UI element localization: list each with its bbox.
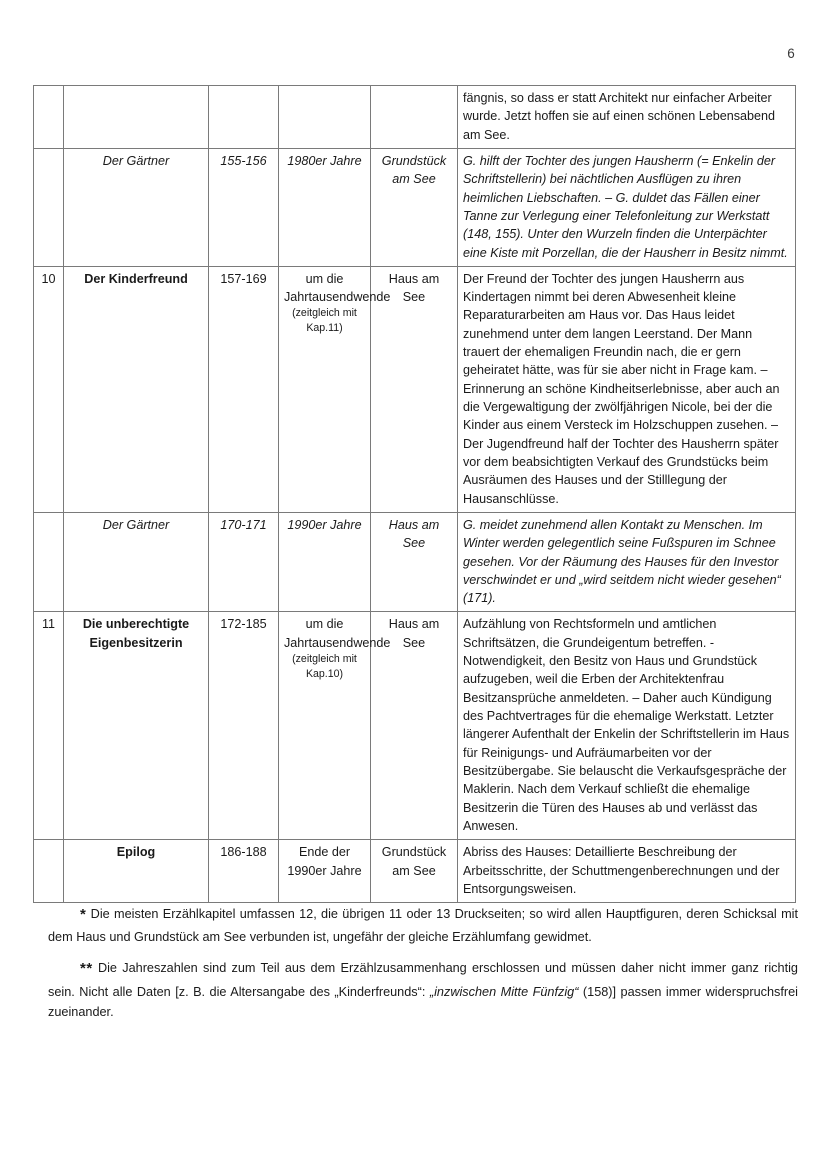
table-row <box>34 512 796 612</box>
cell-description: G. hilft der Tochter des jungen Hausherrn (= Enkelin der Schriftstellerin) bei nächtlichen Ausflügen zu ihren heimlichen Liebschaften. – G. duldet das Fällen einer Tanne zur Verlegung einer Telefonleitung zur Werkstatt (148, 155). Unter den Wurzeln finden die Unterpächter eine Kiste mit Porzellan, die der Hausherr in Besitz nimmt. <box>458 148 796 266</box>
cell-chapter-number: 11 <box>34 612 64 840</box>
cell-pages <box>209 86 279 149</box>
footnote-text-quote: „inzwischen Mitte Fünfzig“ <box>429 984 579 999</box>
cell-chapter-title: Der Gärtner <box>64 512 209 612</box>
table-row <box>34 840 796 903</box>
footnote-text-part1: Die Jahreszahlen sind zum Teil aus dem Erzählzusammenhang erschlossen und müssen daher nicht immer ganz richtig sein. Nicht alle Daten [z. B. die Altersangabe des „Kinderfreunds“: <box>48 961 798 999</box>
table-row <box>34 148 796 266</box>
cell-place: Haus am See <box>371 512 458 612</box>
footnote-double-asterisk <box>48 957 798 1023</box>
footnote-marker: ** <box>80 960 93 978</box>
cell-place: Haus am See <box>371 612 458 840</box>
cell-chapter-number: 10 <box>34 266 64 512</box>
chapter-overview-table <box>33 85 796 903</box>
cell-chapter-number <box>34 840 64 903</box>
footnote-text: Die meisten Erzählkapitel umfassen 12, die übrigen 11 oder 13 Druckseiten; so wird allen Hauptfiguren, deren Schicksal mit dem Haus und Grundstück am See verbunden ist, ungefähr der gleiche Erzählumfang gewidmet. <box>48 907 798 945</box>
cell-pages: 157-169 <box>209 266 279 512</box>
cell-time-main: um die Jahrtausendwende <box>284 271 391 305</box>
footnotes-section <box>48 903 798 1032</box>
cell-place: Grundstück am See <box>371 148 458 266</box>
page-number: 6 <box>787 46 795 61</box>
cell-pages: 186-188 <box>209 840 279 903</box>
cell-time <box>279 612 391 840</box>
cell-time-main: um die Jahrtausendwende <box>284 617 391 650</box>
cell-place: Haus am See <box>371 266 458 512</box>
cell-chapter-number <box>34 86 64 149</box>
cell-time: 1980er Jahre <box>279 148 371 266</box>
cell-description: Aufzählung von Rechtsformeln und amtlichen Schriftsätzen, die Grundeigentum betreffen. - Notwendigkeit, den Besitz von Haus und Grundstück aufzugeben, weil die Erben der Architektenfrau Besitzansprüche anmeldeten. – Daher auch Kündigung des Pachtvertrages für die ehemalige Werkstatt. Letzter längerer Aufenthalt der Enkelin der Schriftstellerin im Haus für Reinigungs- und Aufräumarbeiten vor der Besitzübergabe. Sie belauscht die Verkaufsgespräche der Maklerin. Nach dem Verkauf schließt die ehemalige Besitzerin die Türen des Hauses ab und verlässt das Anwesen. <box>458 612 796 840</box>
cell-time-note: (zeitgleich mit Kap.11) <box>292 307 357 335</box>
table-row <box>34 612 796 840</box>
cell-chapter-title <box>64 86 209 149</box>
cell-time: 1990er Jahre <box>279 512 371 612</box>
footnote-marker: * <box>80 906 87 923</box>
cell-description: Der Freund der Tochter des jungen Hausherrn aus Kindertagen nimmt bei deren Abwesenheit kleine Reparaturarbeiten am Haus vor. Das Haus leidet zunehmend unter dem langen Leerstand. Der Mann trauert der ehemaligen Freundin nach, die er gern geheiratet hätte, was für sie aber nicht in Frage kam. – Erinnerung an schöne Kindheitserlebnisse, aber auch an die Vergewaltigung der zwölfjährigen Nicole, bei der die Kinder aus einem Versteck im Holzschuppen zusehen. – Der Jugendfreund half der Tochter des Hausherrn später vor dem beabsichtigten Verkauf des Grundstücks beim Ausräumen des Hauses und der Stilllegung der Hausanschlüsse. <box>458 266 796 512</box>
cell-time <box>279 86 371 149</box>
cell-chapter-number <box>34 148 64 266</box>
cell-pages: 170-171 <box>209 512 279 612</box>
cell-chapter-title: Epilog <box>64 840 209 903</box>
cell-pages: 172-185 <box>209 612 279 840</box>
cell-description: Abriss des Hauses: Detaillierte Beschreibung der Arbeitsschritte, der Schuttmengenberechnungen und der Entsorgungsweisen. <box>458 840 796 903</box>
footnote-text-part2: (158)] passen immer widerspruchsfrei zueinander. <box>48 984 799 1020</box>
cell-chapter-title: Der Gärtner <box>64 148 209 266</box>
cell-description: G. meidet zunehmend allen Kontakt zu Menschen. Im Winter werden gelegentlich seine Fußspuren im Schnee gesehen. Vor der Räumung des Hauses für den Investor verschwindet er und „wird seitdem nicht wieder gesehen“ (171). <box>458 512 796 612</box>
table-row <box>34 86 796 149</box>
cell-time <box>279 266 391 512</box>
cell-pages: 155-156 <box>209 148 279 266</box>
cell-place: Grundstück am See <box>371 840 458 903</box>
cell-chapter-title: Die unberechtigte Eigenbesitzerin <box>64 612 209 840</box>
table-row <box>34 266 796 512</box>
cell-chapter-title: Der Kinderfreund <box>64 266 209 512</box>
cell-time: Ende der 1990er Jahre <box>279 840 371 903</box>
cell-description: fängnis, so dass er statt Architekt nur einfacher Arbeiter wurde. Jetzt hoffen sie auf einen schönen Lebensabend am See. <box>458 86 796 149</box>
footnote-single-asterisk <box>48 903 798 948</box>
cell-place <box>371 86 458 149</box>
cell-time-note: (zeitgleich mit Kap.10) <box>292 653 357 681</box>
cell-chapter-number <box>34 512 64 612</box>
